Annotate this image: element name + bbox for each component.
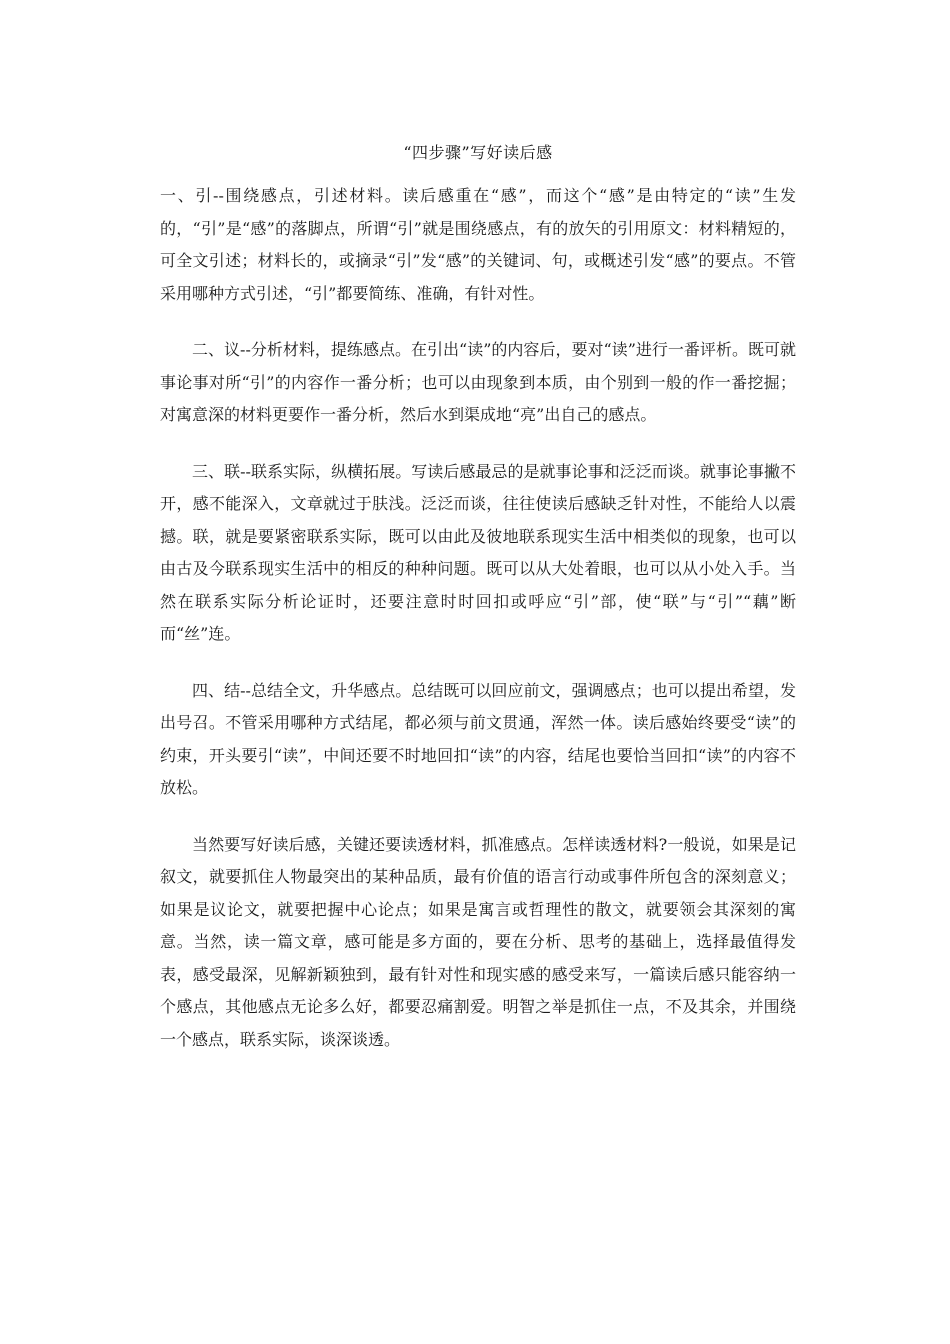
document-title: “四步骤”写好读后感 xyxy=(403,143,553,162)
paragraph-conclusion: 当然要写好读后感，关键还要读透材料，抓准感点。怎样读透材料?一般说，如果是记叙文，就要抓住人物最突出的某种品质，最有价值的语言行动或事件所包含的深刻意义；如果是议论文，就要把握中心论点；如果是寓言或哲理性的散文，就要领会其深刻的寓意。当然，读一篇文章，感可能是多方面的，要在分析、思考的基础上，选择最值得发表，感受最深，见解新颖独到，最有针对性和现实感的感受来写，一篇读后感只能容纳一个感点，其他感点无论多么好，都要忍痛割爱。明智之举是抓住一点，不及其余，并围绕一个感点，联系实际，谈深谈透。 xyxy=(160,834,796,1049)
document-page xyxy=(160,140,796,1080)
paragraph-yin: 一、引--围绕感点，引述材料。读后感重在“感”，而这个“感”是由特定的“读”生发的，“引”是“感”的落脚点，所谓“引”就是围绕感点，有的放矢的引用原文：材料精短的，可全文引述；材料长的，或摘录“引”发“感”的关键词、句，或概述引发“感”的要点。不管采用哪种方式引述，“引”都要简练、准确，有针对性。 xyxy=(160,186,796,303)
paragraph-jie: 四、结--总结全文，升华感点。总结既可以回应前文，强调感点；也可以提出希望，发出号召。不管采用哪种方式结尾，都必须与前文贯通，浑然一体。读后感始终要受“读”的约束，开头要引“读”，中间还要不时地回扣“读”的内容，结尾也要恰当回扣“读”的内容不放松。 xyxy=(160,680,796,797)
paragraph-lian: 三、联--联系实际，纵横拓展。写读后感最忌的是就事论事和泛泛而谈。就事论事撇不开，感不能深入，文章就过于肤浅。泛泛而谈，往往使读后感缺乏针对性，不能给人以震撼。联，就是要紧密联系实际，既可以由此及彼地联系现实生活中相类似的现象，也可以由古及今联系现实生活中的相反的种种问题。既可以从大处着眼，也可以从小处入手。当然在联系实际分析论证时，还要注意时时回扣或呼应“引”部，使“联”与“引”“藕”断而“丝”连。 xyxy=(160,461,796,643)
paragraph-yi: 二、议--分析材料，提练感点。在引出“读”的内容后，要对“读”进行一番评析。既可就事论事对所“引”的内容作一番分析；也可以由现象到本质，由个别到一般的作一番挖掘；对寓意深的材料更要作一番分析，然后水到渠成地“亮”出自己的感点。 xyxy=(160,340,796,424)
